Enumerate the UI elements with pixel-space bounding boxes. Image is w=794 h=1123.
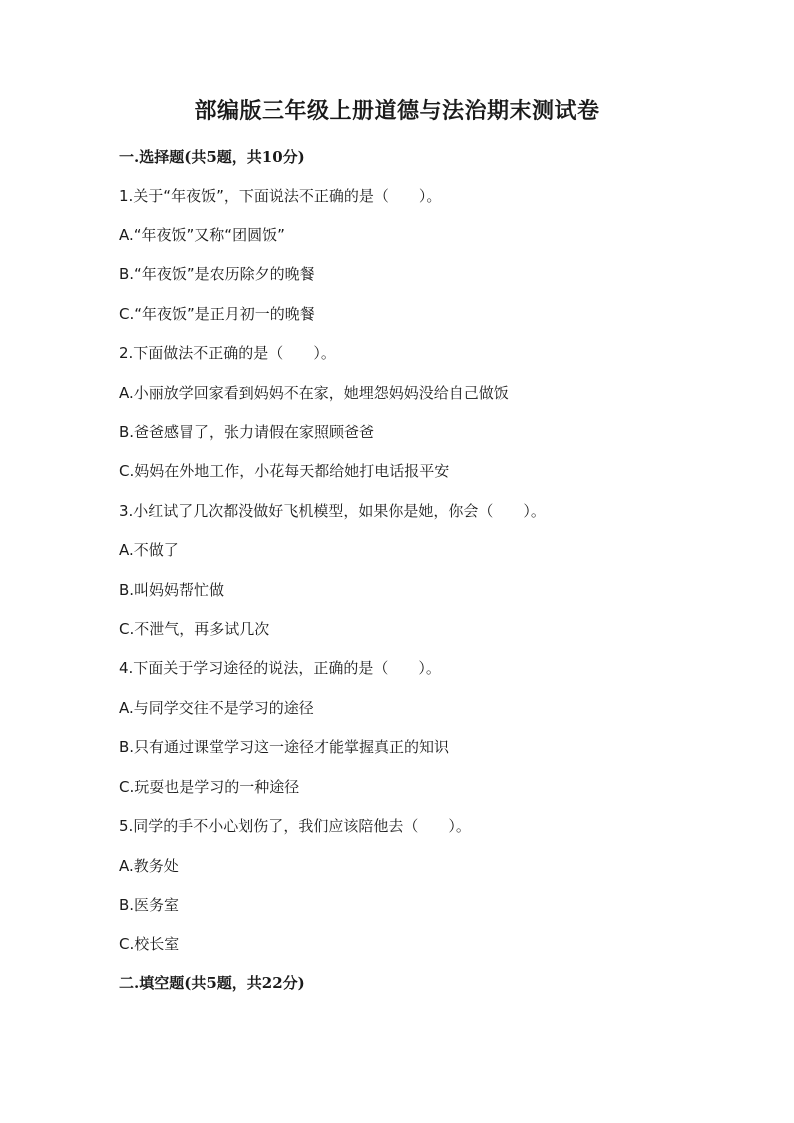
question-1-option-c: C.“年夜饭”是正月初一的晚餐: [119, 305, 315, 323]
question-4-option-b: B.只有通过课堂学习这一途径才能掌握真正的知识: [119, 738, 450, 756]
question-5-option-a: A.教务处: [119, 857, 179, 875]
question-1-option-a: A.“年夜饭”又称“团圆饭”: [119, 226, 285, 244]
question-5-option-b: B.医务室: [119, 896, 180, 914]
question-1-option-b: B.“年夜饭”是农历除夕的晚餐: [119, 265, 315, 283]
section-heading-multiple-choice: 一.选择题(共5题，共10分): [119, 148, 305, 166]
question-2-option-b: B.爸爸感冒了，张力请假在家照顾爸爸: [119, 423, 375, 441]
question-2-option-a: A.小丽放学回家看到妈妈不在家，她埋怨妈妈没给自己做饭: [119, 384, 509, 402]
question-4-stem: 4.下面关于学习途径的说法，正确的是（ ）。: [119, 659, 441, 677]
document-title: 部编版三年级上册道德与法治期末测试卷: [194, 98, 600, 124]
question-5-stem: 5.同学的手不小心划伤了，我们应该陪他去（ ）。: [119, 817, 471, 835]
question-1-stem: 1.关于“年夜饭”，下面说法不正确的是（ ）。: [119, 187, 442, 205]
question-3-stem: 3.小红试了几次都没做好飞机模型，如果你是她，你会（ ）。: [119, 502, 546, 520]
question-3-option-c: C.不泄气，再多试几次: [119, 620, 270, 638]
question-5-option-c: C.校长室: [119, 935, 180, 953]
question-4-option-c: C.玩耍也是学习的一种途径: [119, 778, 300, 796]
question-2-stem: 2.下面做法不正确的是（ ）。: [119, 344, 336, 362]
question-3-option-a: A.不做了: [119, 541, 179, 559]
question-4-option-a: A.与同学交往不是学习的途径: [119, 699, 314, 717]
section-heading-fill-in-blank: 二.填空题(共5题，共22分): [119, 974, 305, 992]
question-3-option-b: B.叫妈妈帮忙做: [119, 581, 225, 599]
question-2-option-c: C.妈妈在外地工作，小花每天都给她打电话报平安: [119, 462, 450, 480]
